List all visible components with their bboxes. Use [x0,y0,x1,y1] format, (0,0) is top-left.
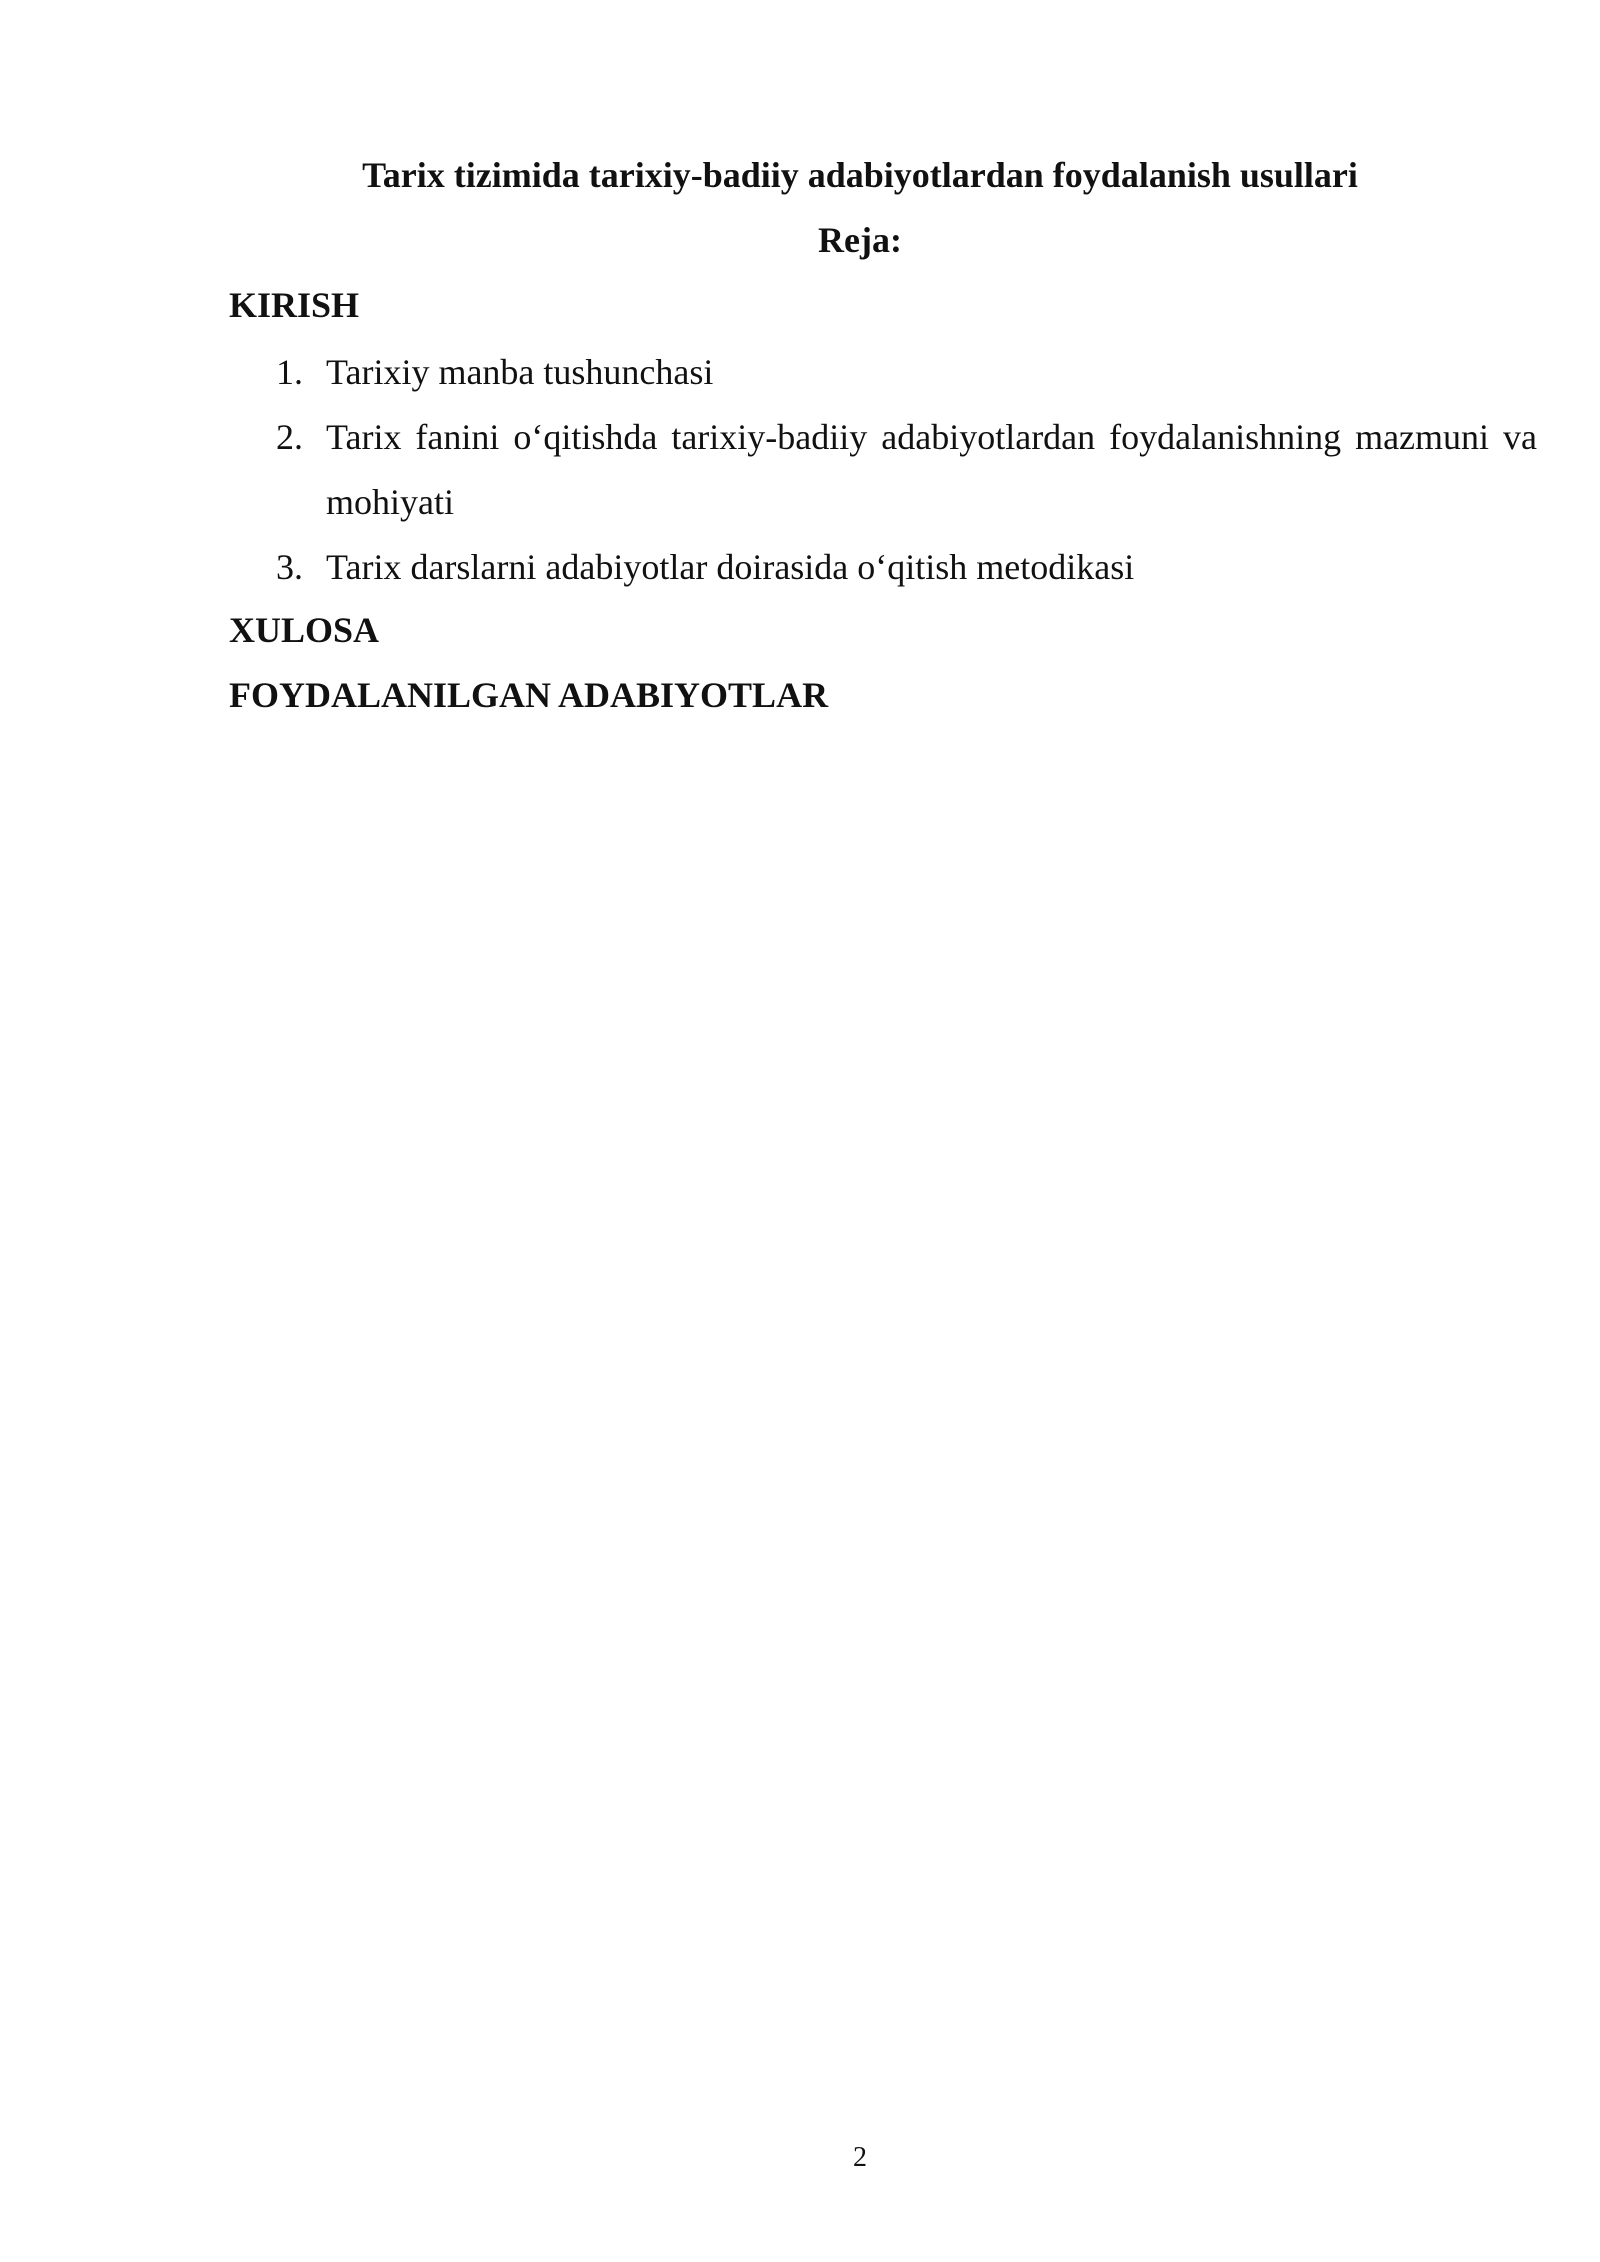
plan-item-text: Tarix fanini o‘qitishda tarixiy-badiiy adabiyotlardan foydalanishning mazmuni va mohiyati [326,417,1537,522]
plan-item-text: Tarixiy manba tushunchasi [326,352,714,392]
plan-item-text: Tarix darslarni adabiyotlar doirasida o‘qitish metodikasi [326,547,1135,587]
document-title: Tarix tizimida tarixiy-badiiy adabiyotlardan foydalanish usullari [362,155,1358,195]
section-references-heading: FOYDALANILGAN ADABIYOTLAR [229,675,829,715]
plan-item-number: 1. [276,352,303,392]
section-intro-heading: KIRISH [229,285,360,325]
section-conclusion-heading: XULOSA [229,610,380,650]
plan-heading: Reja: [818,220,902,260]
page-number: 2 [853,2142,867,2173]
plan-item-number: 3. [276,547,303,587]
plan-item-number: 2. [276,417,303,457]
